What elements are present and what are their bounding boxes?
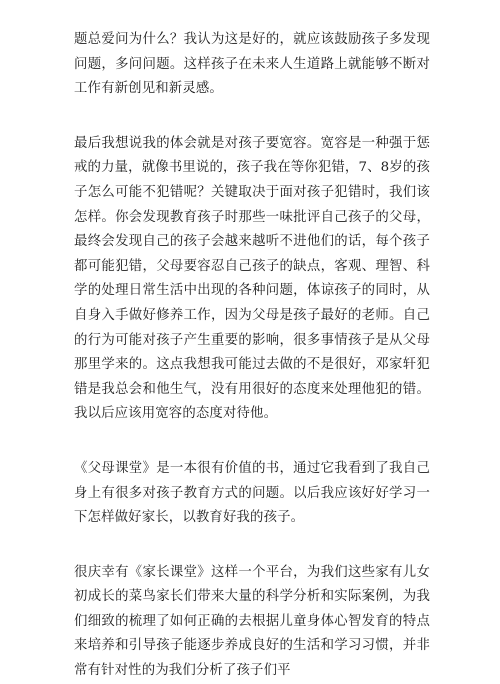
paragraph-gap bbox=[74, 531, 430, 561]
paragraph-1: 题总爱问为什么？我认为这是好的，就应该鼓励孩子多发现问题，多问问题。这样孩子在未来人生道路上就能够不断对工作有新创见和新灵感。 bbox=[74, 32, 430, 97]
paragraph-2: 最后我想说我的体会就是对孩子要宽容。宽容是一种强于惩戒的力量，就像书里说的，孩子我在等你犯错，7、8岁的孩子怎么可能不犯错呢？关键取决于面对孩子犯错时，我们该怎样。你会发现教育孩子时那些一味批评自己孩子的父母，最终会发现自己的孩子会越来越听不进他们的话，每个孩子都可能犯错，父母要容忍自己孩子的缺点，客观、理智、科学的处理日常生活中出现的各种问题，体谅孩子的同时，从自身入手做好修养工作，因为父母是孩子最好的老师。自己的行为可能对孩子产生重要的影响，很多事情孩子是从父母那里学来的。这点我想我可能过去做的不是很好，邓家轩犯错是我总会和他生气，没有用很好的态度来处理他犯的错。我以后应该用宽容的态度对待他。 bbox=[74, 135, 430, 422]
paragraph-4: 很庆幸有《家长课堂》这样一个平台，为我们这些家有儿女初成长的菜鸟家长们带来大量的科学分析和实际案例，为我们细致的梳理了如何正确的去根据儿童身体心智发育的特点来培养和引导孩子能逐步养成良好的生活和学习习惯，并非常有针对性的为我们分析了孩子们平 bbox=[74, 564, 430, 679]
paragraph-gap bbox=[74, 427, 430, 457]
paragraph-3: 《父母课堂》是一本很有价值的书，通过它我看到了我自己身上有很多对孩子教育方式的问题。以后我应该好好学习一下怎样做好家长，以教育好我的孩子。 bbox=[74, 460, 430, 526]
paragraph-gap bbox=[74, 102, 430, 132]
